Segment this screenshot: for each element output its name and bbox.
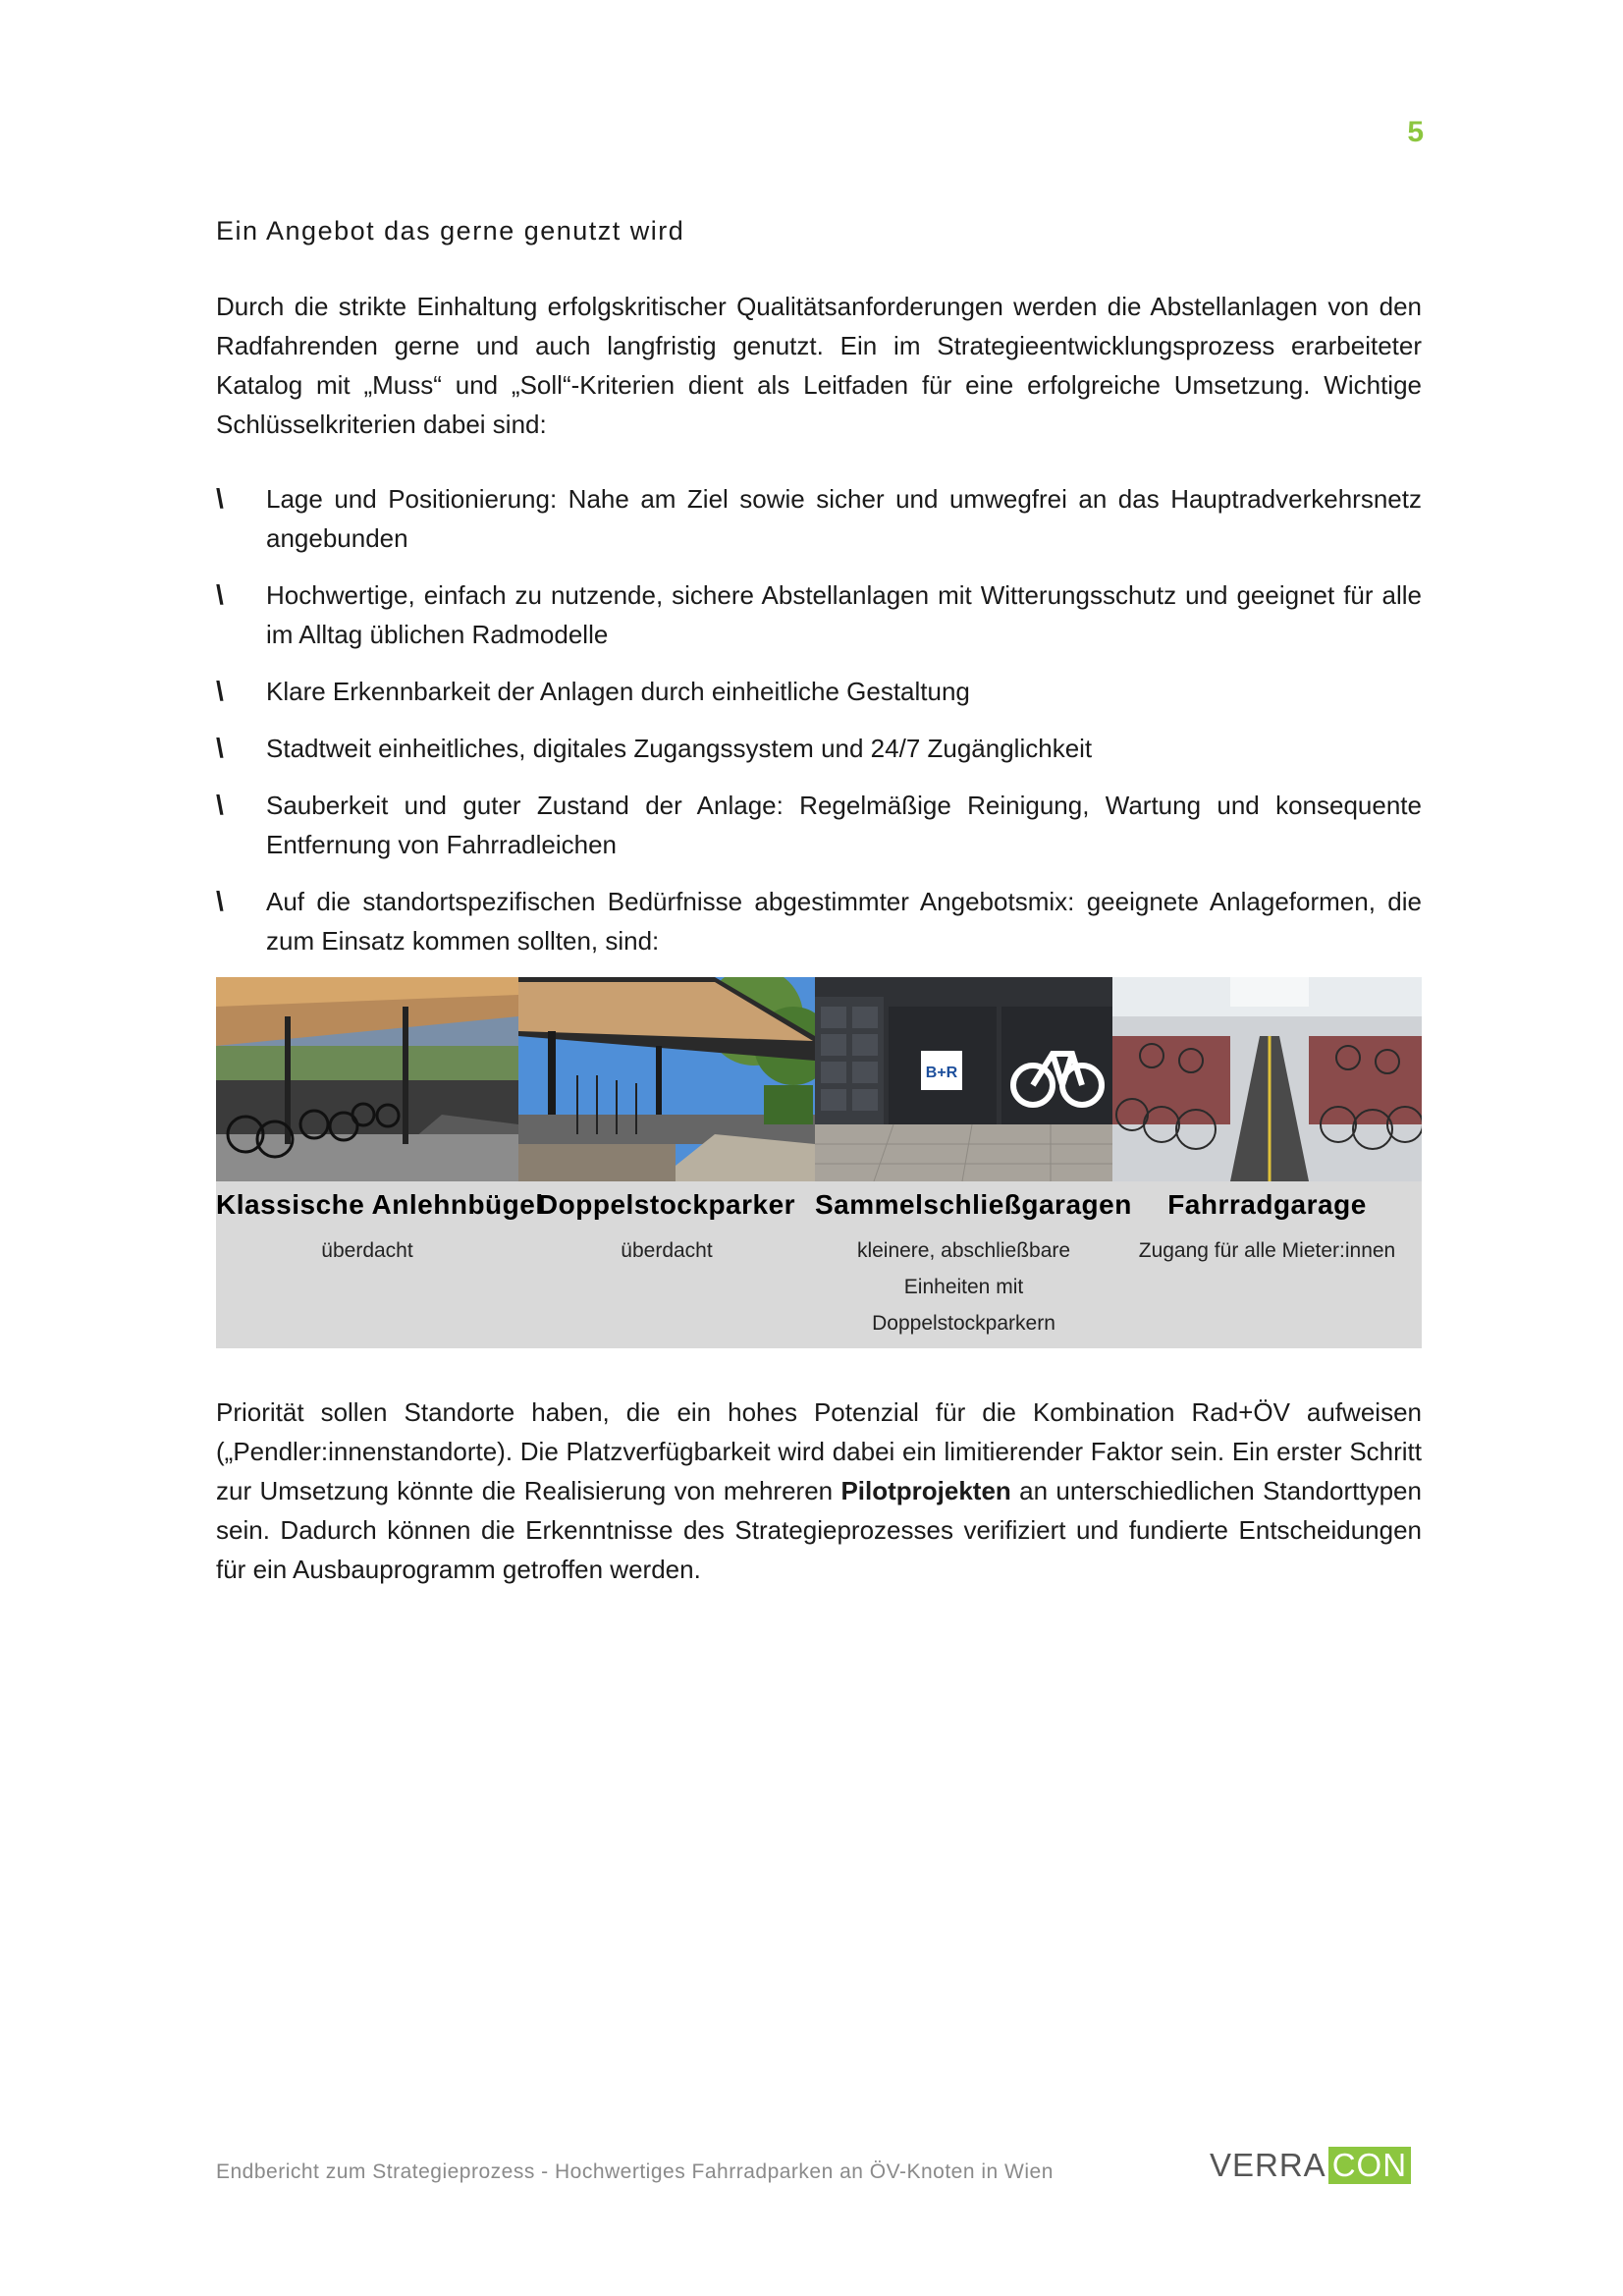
conclusion-text-after: an unterschiedlichen Standorttypen sein. Dadurch können die Erkenntnisse des Strategieprozesses verifiziert und fundierte Entscheidungen für ein Ausbauprogramm getroffen werden. [216, 1476, 1422, 1584]
criteria-list [216, 479, 1422, 978]
facility-subtitle: überdacht [621, 1239, 713, 1262]
br-sign-text: B+R [925, 1065, 958, 1081]
verracon-logo [1210, 2149, 1411, 2182]
page-number: 5 [1407, 116, 1424, 148]
list-item-text: Hochwertige, einfach zu nutzende, sichere Abstellanlagen mit Witterungsschutz und geeignet für alle im Alltag üblichen Radmodelle [266, 580, 1422, 649]
photo-doppelstockparker [518, 977, 815, 1181]
list-item [216, 575, 1422, 654]
backslash-bullet-icon: \ [216, 676, 224, 706]
conclusion-bold-term: Pilotprojekten [840, 1476, 1011, 1505]
photo-sammelschliessgaragen [815, 977, 1112, 1181]
list-item [216, 672, 1422, 711]
facility-doppelstockparker [518, 1185, 815, 1269]
backslash-bullet-icon: \ [216, 483, 224, 514]
facility-fahrradgarage [1112, 1185, 1422, 1269]
facility-anlehnbuegel [216, 1185, 544, 1269]
list-item [216, 882, 1422, 960]
facility-title: Klassische Anlehnbügel [216, 1189, 544, 1220]
photo-fahrradgarage [1112, 977, 1422, 1181]
conclusion-text-before: Priorität sollen Standorte haben, die ein hohes Potenzial für die Kombination Rad+ÖV aufweisen („Pendler:innenstandorte). Die Platzverfügbarkeit wird dabei ein limitierender Faktor sein. Ein erster Schritt zur Umsetzung könnte die Realisierung von mehreren [216, 1397, 1422, 1505]
list-item [216, 729, 1422, 768]
facility-gallery [216, 977, 1422, 1348]
list-item-text: Auf die standortspezifischen Bedürfnisse abgestimmter Angebotsmix: geeignete Anlageformen, die zum Einsatz kommen sollten, sind: [266, 887, 1422, 956]
backslash-bullet-icon: \ [216, 790, 224, 820]
facility-title: Fahrradgarage [1167, 1189, 1367, 1220]
footer-text: Endbericht zum Strategieprozess - Hochwertiges Fahrradparken an ÖV-Knoten in Wien [216, 2160, 1054, 2183]
list-item [216, 786, 1422, 864]
facility-subtitle: kleinere, abschließbare Einheiten mit Doppelstockparkern [856, 1239, 1071, 1335]
backslash-bullet-icon: \ [216, 886, 224, 916]
logo-left: VERRA [1210, 2147, 1326, 2183]
logo-right: CON [1328, 2147, 1411, 2184]
section-heading: Ein Angebot das gerne genutzt wird [216, 216, 685, 246]
photo-anlehnbuegel [216, 977, 518, 1181]
intro-paragraph: Durch die strikte Einhaltung erfolgskritischer Qualitätsanforderungen werden die Abstellanlagen von den Radfahrenden gerne und auch langfristig genutzt. Ein im Strategieentwicklungsprozess erarbeiteter Katalog mit „Muss“ und „Soll“-Kriterien dient als Leitfaden für eine erfolgreiche Umsetzung. Wichtige Schlüsselkriterien dabei sind: [216, 292, 1422, 439]
backslash-bullet-icon: \ [216, 733, 224, 763]
facility-subtitle: Zugang für alle Mieter:innen [1138, 1239, 1396, 1262]
list-item-text: Sauberkeit und guter Zustand der Anlage: Regelmäßige Reinigung, Wartung und konsequente Entfernung von Fahrradleichen [266, 791, 1422, 859]
facility-subtitle: überdacht [321, 1239, 413, 1262]
list-item-text: Stadtweit einheitliches, digitales Zugangssystem und 24/7 Zugänglichkeit [266, 734, 1093, 763]
facility-sammelschliessgaragen [815, 1185, 1132, 1341]
list-item-text: Lage und Positionierung: Nahe am Ziel sowie sicher und umwegfrei an das Hauptradverkehrsnetz angebunden [266, 484, 1422, 553]
list-item [216, 479, 1422, 558]
conclusion-paragraph [216, 1393, 1422, 1589]
facility-title: Sammelschließgaragen [815, 1189, 1132, 1220]
backslash-bullet-icon: \ [216, 579, 224, 610]
facility-title: Doppelstockparker [537, 1189, 796, 1220]
list-item-text: Klare Erkennbarkeit der Anlagen durch einheitliche Gestaltung [266, 677, 970, 706]
